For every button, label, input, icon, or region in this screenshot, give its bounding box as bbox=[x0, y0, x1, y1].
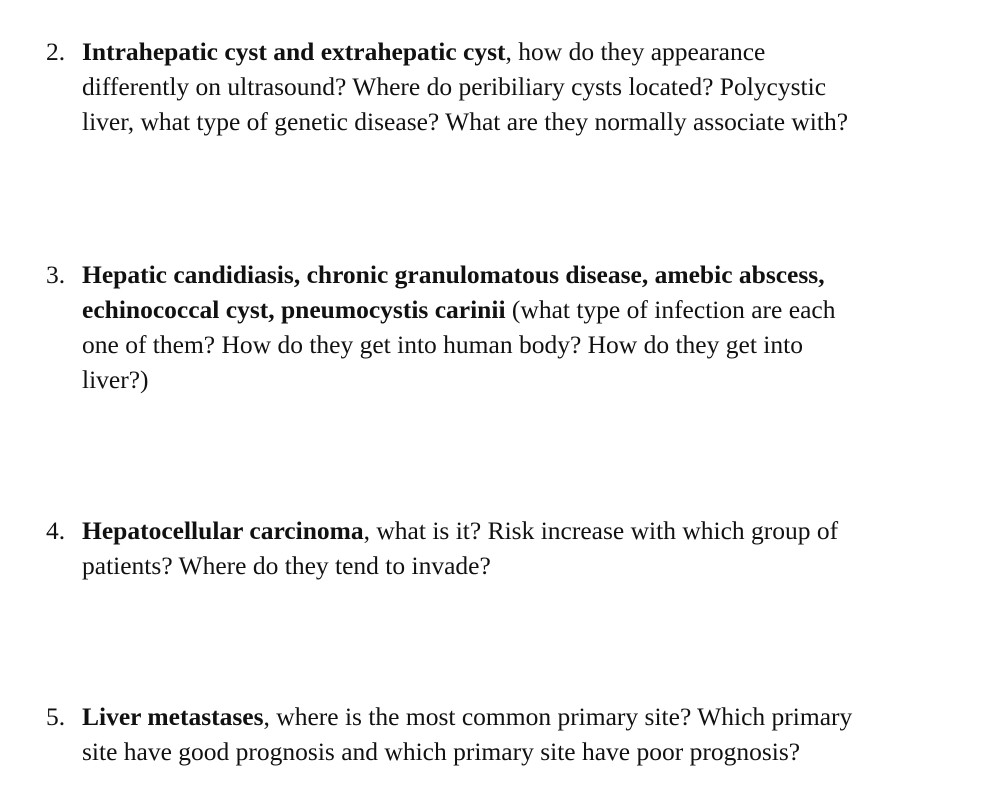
question-line bbox=[82, 69, 952, 104]
question-line bbox=[82, 292, 952, 327]
bold-term: Liver metastases bbox=[82, 702, 264, 731]
question-body: site have good prognosis and which primary site have poor prognosis? bbox=[82, 737, 801, 766]
question-body: , how do they appearance bbox=[505, 37, 766, 66]
question-line bbox=[82, 362, 952, 397]
question-body: (what type of infection are each bbox=[505, 295, 836, 324]
question-line bbox=[82, 699, 952, 734]
question-line bbox=[82, 104, 952, 139]
question-body: liver?) bbox=[82, 365, 149, 394]
question-number: 3. bbox=[46, 260, 66, 289]
question-text bbox=[82, 34, 952, 139]
question-body: differently on ultrasound? Where do peribiliary cysts located? Polycystic bbox=[82, 72, 827, 101]
bold-term: Hepatocellular carcinoma bbox=[82, 516, 364, 545]
bold-term: Intrahepatic cyst and extrahepatic cyst bbox=[82, 37, 506, 66]
question-text bbox=[82, 513, 952, 583]
question-number: 2. bbox=[46, 37, 66, 66]
question-body: , what is it? Risk increase with which group of bbox=[363, 516, 839, 545]
question-text bbox=[82, 699, 952, 769]
question-line bbox=[82, 548, 952, 583]
bold-term: Hepatic candidiasis, chronic granulomatous disease, amebic abscess, bbox=[82, 260, 825, 289]
question-number: 4. bbox=[46, 516, 66, 545]
question-body: liver, what type of genetic disease? What are they normally associate with? bbox=[82, 107, 849, 136]
question-line bbox=[82, 513, 952, 548]
question-line bbox=[82, 327, 952, 362]
question-body: patients? Where do they tend to invade? bbox=[82, 551, 491, 580]
question-line bbox=[82, 257, 952, 292]
question-line bbox=[82, 34, 952, 69]
question-number: 5. bbox=[46, 702, 66, 731]
bold-term: echinococcal cyst, pneumocystis carinii bbox=[82, 295, 506, 324]
question-body: one of them? How do they get into human body? How do they get into bbox=[82, 330, 803, 359]
question-text bbox=[82, 257, 952, 397]
question-body: , where is the most common primary site? Which primary bbox=[263, 702, 853, 731]
question-line bbox=[82, 734, 952, 769]
